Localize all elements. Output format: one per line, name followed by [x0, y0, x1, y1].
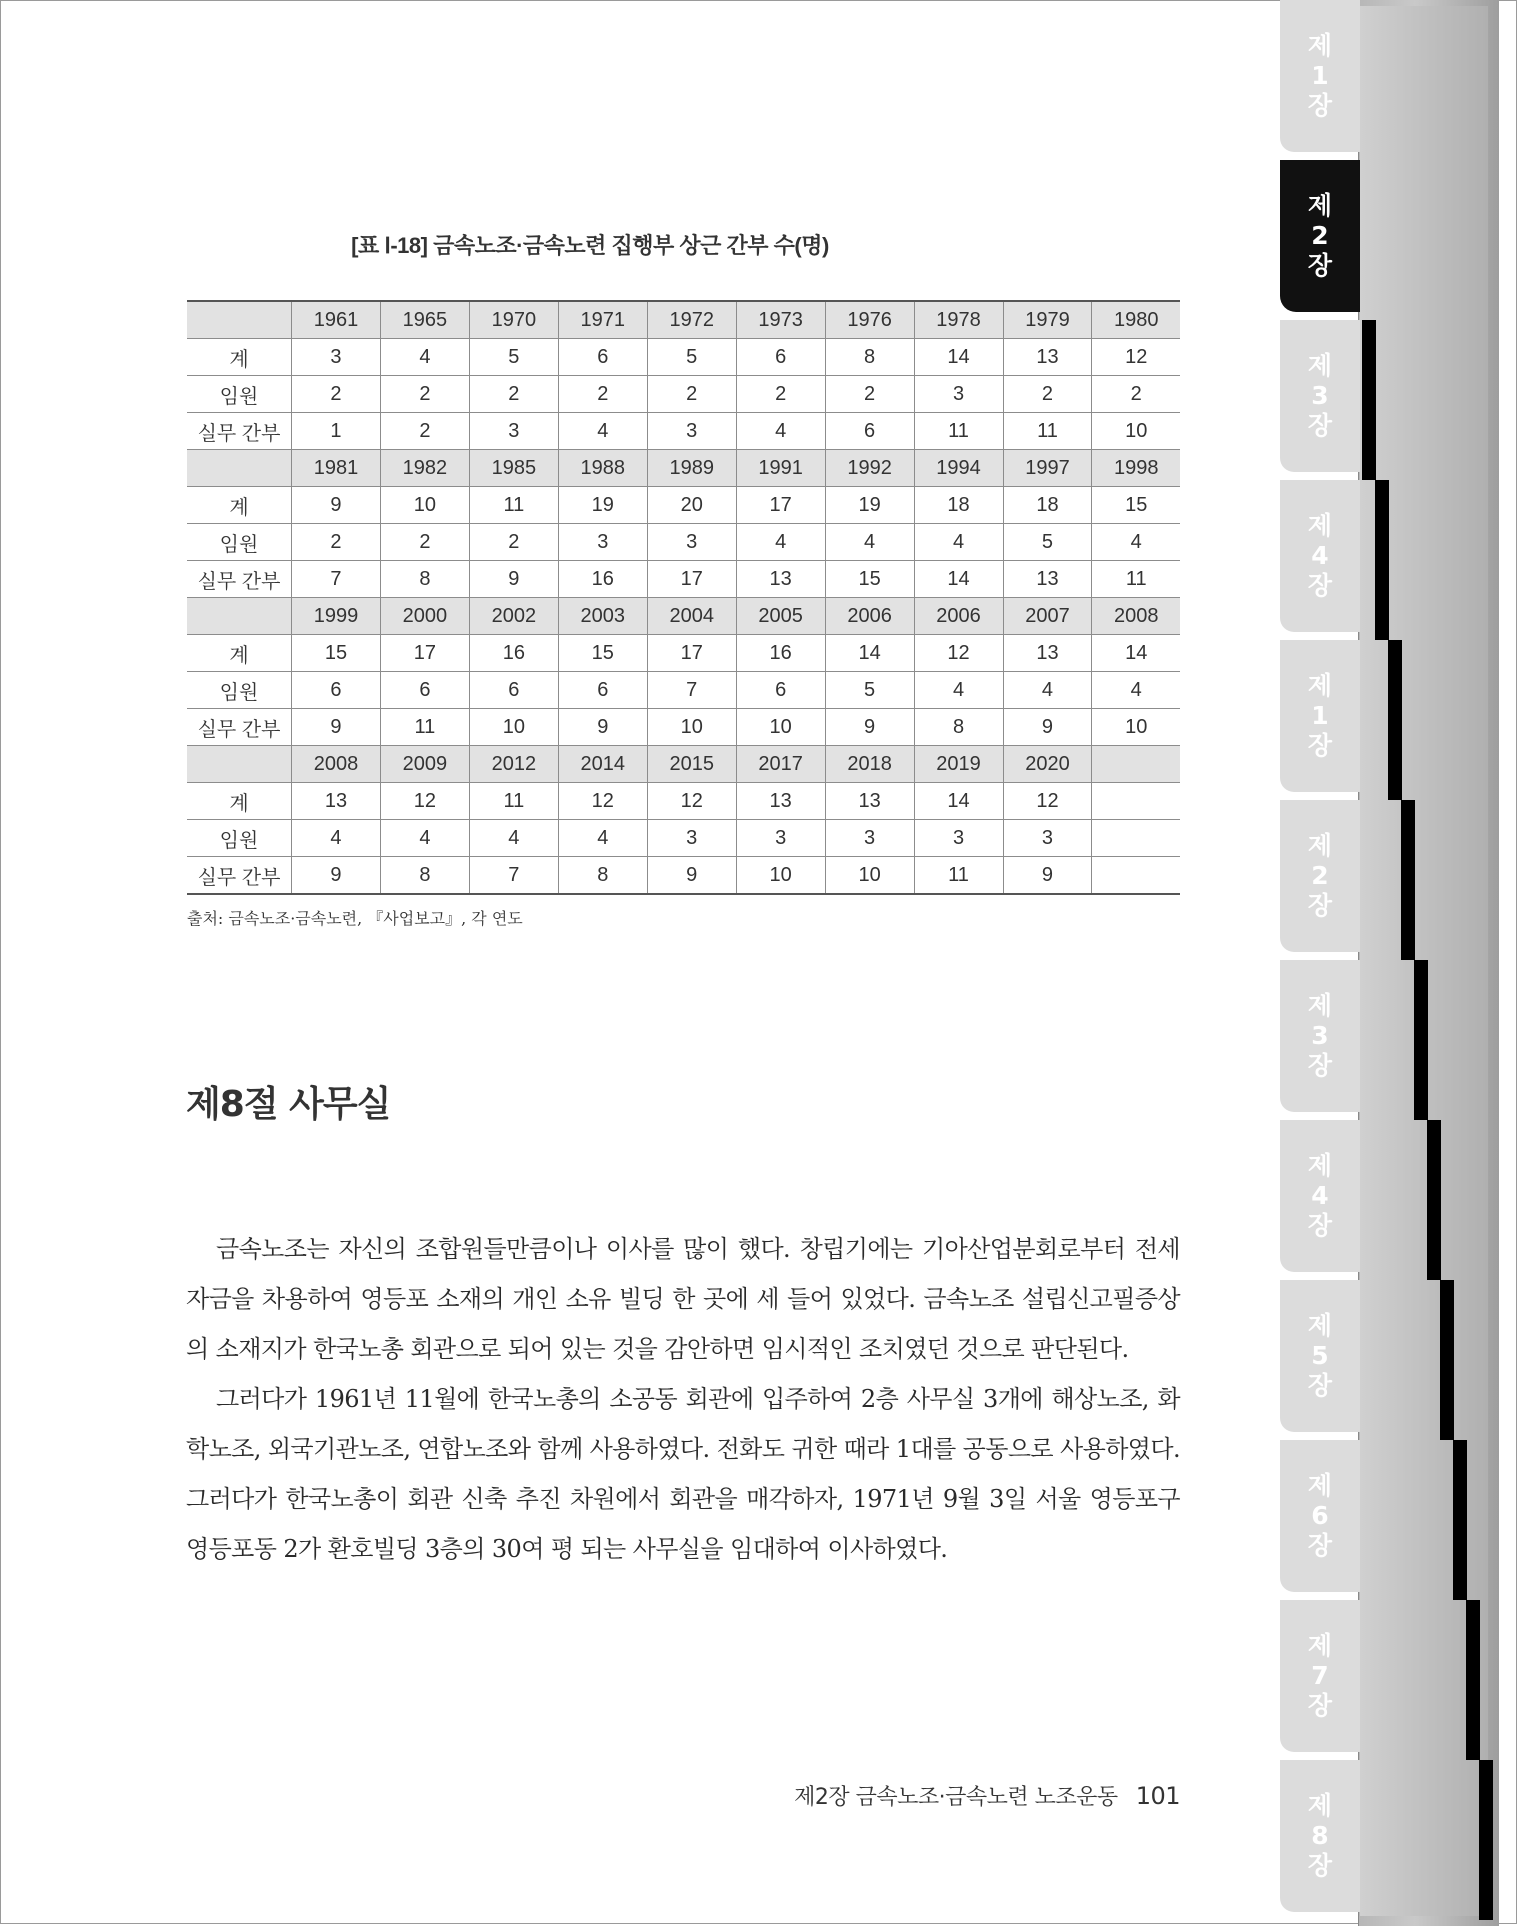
tab-label-char: 8 — [1311, 1821, 1329, 1850]
value-cell: 9 — [1003, 709, 1092, 746]
row-label-cell: 임원 — [187, 376, 292, 413]
row-label-cell: 실무 간부 — [187, 709, 292, 746]
year-header-cell: 1991 — [736, 450, 825, 487]
tab-edge-mark — [1401, 800, 1415, 960]
table-row — [187, 524, 1180, 561]
value-cell: 6 — [825, 413, 914, 450]
table-corner-cell — [187, 746, 292, 783]
row-label-cell: 임원 — [187, 672, 292, 709]
year-header-cell — [1092, 746, 1180, 783]
value-cell: 3 — [914, 820, 1003, 857]
value-cell: 12 — [558, 783, 647, 820]
row-label-cell: 계 — [187, 487, 292, 524]
value-cell: 15 — [1092, 487, 1180, 524]
year-header-cell: 1978 — [914, 301, 1003, 339]
value-cell: 2 — [736, 376, 825, 413]
tab-edge-mark — [1388, 640, 1402, 800]
tab-label-char: 장 — [1307, 1211, 1333, 1240]
tab-label-char: 제 — [1307, 1471, 1333, 1500]
tab-edge-mark — [1453, 1440, 1467, 1600]
year-header-cell: 1999 — [292, 598, 381, 635]
staff-count-table — [187, 300, 1180, 895]
year-header-cell: 1985 — [469, 450, 558, 487]
tab-label-char: 제 — [1307, 191, 1333, 220]
chapter-tab[interactable] — [1280, 320, 1360, 472]
tab-label-char: 제 — [1307, 991, 1333, 1020]
tab-label-char: 2 — [1311, 221, 1329, 250]
value-cell: 14 — [825, 635, 914, 672]
value-cell: 18 — [914, 487, 1003, 524]
row-label-cell: 임원 — [187, 820, 292, 857]
row-label-cell: 계 — [187, 339, 292, 376]
value-cell: 11 — [1092, 561, 1180, 598]
row-label-cell: 실무 간부 — [187, 413, 292, 450]
value-cell: 4 — [380, 339, 469, 376]
tab-label-char: 장 — [1307, 251, 1333, 280]
value-cell: 10 — [825, 857, 914, 895]
year-header-cell: 1961 — [292, 301, 381, 339]
year-header-cell: 2007 — [1003, 598, 1092, 635]
row-label-cell: 실무 간부 — [187, 857, 292, 895]
tab-label-char: 장 — [1307, 91, 1333, 120]
paragraph: 그러다가 1961년 11월에 한국노총의 소공동 회관에 입주하여 2층 사무실 3개에 해상노조, 화학노조, 외국기관노조, 연합노조와 함께 사용하였다. 전화도 귀한 때라 1대를 공동으로 사용하였다. 그러다가 한국노총이 회관 신축 추진 차원에서 회관을 매각하자, 1971년 9월 3일 서울 영등포구 영등포동 2가 환호빌딩 3층의 30여 평 되는 사무실을 임대하여 이사하였다. — [186, 1385, 1180, 1563]
year-header-cell: 1981 — [292, 450, 381, 487]
value-cell: 6 — [558, 339, 647, 376]
table-year-row — [187, 301, 1180, 339]
year-header-cell: 2002 — [469, 598, 558, 635]
tab-edge-mark — [1414, 960, 1428, 1120]
value-cell: 13 — [1003, 561, 1092, 598]
value-cell: 2 — [292, 524, 381, 561]
page-footer — [794, 1780, 1180, 1811]
tab-edge-mark — [1479, 1760, 1493, 1920]
value-cell: 9 — [292, 487, 381, 524]
chapter-tab[interactable] — [1280, 1280, 1360, 1432]
section-title: 제8절 사무실 — [186, 1084, 391, 1125]
value-cell: 10 — [380, 487, 469, 524]
tab-edge-mark — [1440, 1280, 1454, 1440]
value-cell: 8 — [825, 339, 914, 376]
value-cell: 6 — [380, 672, 469, 709]
value-cell: 5 — [1003, 524, 1092, 561]
value-cell: 9 — [292, 857, 381, 895]
value-cell: 5 — [647, 339, 736, 376]
page-number: 101 — [1135, 1782, 1180, 1810]
year-header-cell: 2017 — [736, 746, 825, 783]
tab-label-char: 제 — [1307, 1631, 1333, 1660]
value-cell: 13 — [1003, 635, 1092, 672]
value-cell: 11 — [380, 709, 469, 746]
row-label-cell: 계 — [187, 635, 292, 672]
value-cell: 13 — [825, 783, 914, 820]
year-header-cell: 1976 — [825, 301, 914, 339]
tab-label-char: 1 — [1311, 61, 1329, 90]
value-cell: 3 — [736, 820, 825, 857]
value-cell: 18 — [1003, 487, 1092, 524]
tab-label-char: 1 — [1311, 701, 1329, 730]
value-cell: 13 — [1003, 339, 1092, 376]
tab-label-char: 장 — [1307, 1531, 1333, 1560]
value-cell: 17 — [736, 487, 825, 524]
year-header-cell: 1970 — [469, 301, 558, 339]
row-label-cell: 임원 — [187, 524, 292, 561]
row-label-cell: 실무 간부 — [187, 561, 292, 598]
year-header-cell: 2000 — [380, 598, 469, 635]
table-row — [187, 413, 1180, 450]
value-cell: 6 — [292, 672, 381, 709]
tab-label-char: 장 — [1307, 411, 1333, 440]
value-cell: 16 — [558, 561, 647, 598]
chapter-tab[interactable] — [1280, 160, 1360, 312]
value-cell: 1 — [292, 413, 381, 450]
value-cell: 8 — [380, 561, 469, 598]
chapter-tabs — [1280, 0, 1362, 1926]
value-cell: 5 — [469, 339, 558, 376]
table-source: 출처: 금속노조·금속노련, 『사업보고』, 각 연도 — [187, 909, 523, 928]
value-cell: 15 — [825, 561, 914, 598]
year-header-cell: 1979 — [1003, 301, 1092, 339]
chapter-tab[interactable] — [1280, 1760, 1360, 1912]
value-cell: 2 — [469, 376, 558, 413]
value-cell: 6 — [469, 672, 558, 709]
value-cell: 10 — [469, 709, 558, 746]
value-cell: 14 — [914, 783, 1003, 820]
tab-label-char: 제 — [1307, 1311, 1333, 1340]
value-cell: 9 — [647, 857, 736, 895]
value-cell: 12 — [647, 783, 736, 820]
value-cell: 3 — [1003, 820, 1092, 857]
value-cell: 10 — [647, 709, 736, 746]
table-row — [187, 487, 1180, 524]
value-cell: 3 — [647, 820, 736, 857]
table-corner-cell — [187, 450, 292, 487]
value-cell: 6 — [736, 339, 825, 376]
value-cell: 17 — [647, 635, 736, 672]
year-header-cell: 1972 — [647, 301, 736, 339]
table-year-row — [187, 746, 1180, 783]
value-cell: 9 — [825, 709, 914, 746]
tab-label-char: 3 — [1311, 1021, 1329, 1050]
year-header-cell: 1998 — [1092, 450, 1180, 487]
value-cell: 4 — [1003, 672, 1092, 709]
value-cell: 7 — [292, 561, 381, 598]
value-cell: 15 — [558, 635, 647, 672]
value-cell: 2 — [1092, 376, 1180, 413]
value-cell: 16 — [469, 635, 558, 672]
value-cell: 13 — [736, 561, 825, 598]
table-row — [187, 376, 1180, 413]
tab-label-char: 장 — [1307, 891, 1333, 920]
chapter-tab[interactable] — [1280, 960, 1360, 1112]
value-cell: 15 — [292, 635, 381, 672]
year-header-cell: 2012 — [469, 746, 558, 783]
chapter-tab[interactable] — [1280, 800, 1360, 952]
tab-label-char: 장 — [1307, 1851, 1333, 1880]
value-cell: 5 — [825, 672, 914, 709]
chapter-tab[interactable] — [1280, 480, 1360, 632]
value-cell: 2 — [558, 376, 647, 413]
value-cell: 13 — [292, 783, 381, 820]
tab-label-char: 4 — [1311, 1181, 1329, 1210]
year-header-cell: 2008 — [292, 746, 381, 783]
value-cell: 17 — [647, 561, 736, 598]
table-row — [187, 635, 1180, 672]
year-header-cell: 2009 — [380, 746, 469, 783]
year-header-cell: 2020 — [1003, 746, 1092, 783]
value-cell: 8 — [558, 857, 647, 895]
table-row — [187, 561, 1180, 598]
value-cell: 3 — [469, 413, 558, 450]
year-header-cell: 2008 — [1092, 598, 1180, 635]
tab-edge-mark — [1362, 320, 1376, 480]
value-cell: 3 — [825, 820, 914, 857]
chapter-tab[interactable] — [1280, 0, 1360, 152]
table-row — [187, 672, 1180, 709]
tab-label-char: 제 — [1307, 31, 1333, 60]
value-cell: 4 — [914, 524, 1003, 561]
year-header-cell: 2018 — [825, 746, 914, 783]
value-cell: 11 — [914, 857, 1003, 895]
tab-label-char: 6 — [1311, 1501, 1329, 1530]
value-cell: 20 — [647, 487, 736, 524]
year-header-cell: 2006 — [914, 598, 1003, 635]
table-row — [187, 783, 1180, 820]
tab-label-char: 제 — [1307, 831, 1333, 860]
value-cell: 8 — [380, 857, 469, 895]
value-cell: 4 — [1092, 524, 1180, 561]
year-header-cell: 2019 — [914, 746, 1003, 783]
value-cell: 4 — [469, 820, 558, 857]
chapter-tab[interactable] — [1280, 1120, 1360, 1272]
value-cell: 2 — [1003, 376, 1092, 413]
value-cell: 6 — [558, 672, 647, 709]
value-cell: 14 — [914, 339, 1003, 376]
year-header-cell: 2015 — [647, 746, 736, 783]
value-cell: 9 — [1003, 857, 1092, 895]
value-cell: 14 — [1092, 635, 1180, 672]
running-chapter-title: 제2장 금속노조·금속노련 노조운동 — [794, 1785, 1118, 1810]
value-cell: 4 — [558, 413, 647, 450]
value-cell — [1092, 857, 1180, 895]
table-row — [187, 820, 1180, 857]
table-corner-cell — [187, 598, 292, 635]
year-header-cell: 1988 — [558, 450, 647, 487]
year-header-cell: 1980 — [1092, 301, 1180, 339]
value-cell: 3 — [647, 413, 736, 450]
tab-edge-mark — [1466, 1600, 1480, 1760]
chapter-tab[interactable] — [1280, 1600, 1360, 1752]
chapter-tab[interactable] — [1280, 640, 1360, 792]
value-cell: 4 — [825, 524, 914, 561]
body-text — [186, 1224, 1180, 1574]
table-row — [187, 709, 1180, 746]
value-cell: 10 — [736, 857, 825, 895]
tab-edge-mark — [1375, 480, 1389, 640]
tab-label-char: 제 — [1307, 1151, 1333, 1180]
table-row — [187, 339, 1180, 376]
value-cell: 19 — [558, 487, 647, 524]
tab-label-char: 장 — [1307, 1051, 1333, 1080]
tab-label-char: 제 — [1307, 1791, 1333, 1820]
value-cell: 12 — [1003, 783, 1092, 820]
year-header-cell: 1973 — [736, 301, 825, 339]
tab-label-char: 장 — [1307, 731, 1333, 760]
value-cell: 2 — [380, 376, 469, 413]
tab-label-char: 제 — [1307, 671, 1333, 700]
value-cell: 9 — [292, 709, 381, 746]
tab-label-char: 제 — [1307, 351, 1333, 380]
tab-label-char: 7 — [1311, 1661, 1329, 1690]
value-cell: 9 — [558, 709, 647, 746]
tab-label-char: 4 — [1311, 541, 1329, 570]
value-cell: 7 — [647, 672, 736, 709]
value-cell: 4 — [1092, 672, 1180, 709]
value-cell: 3 — [647, 524, 736, 561]
tab-edge-mark — [1427, 1120, 1441, 1280]
value-cell: 12 — [380, 783, 469, 820]
tab-label-char: 장 — [1307, 1371, 1333, 1400]
chapter-tab[interactable] — [1280, 1440, 1360, 1592]
value-cell: 2 — [825, 376, 914, 413]
year-header-cell: 2006 — [825, 598, 914, 635]
value-cell: 12 — [1092, 339, 1180, 376]
value-cell: 4 — [558, 820, 647, 857]
value-cell: 12 — [914, 635, 1003, 672]
year-header-cell: 1992 — [825, 450, 914, 487]
table-row — [187, 857, 1180, 895]
value-cell: 19 — [825, 487, 914, 524]
value-cell: 2 — [380, 413, 469, 450]
year-header-cell: 2014 — [558, 746, 647, 783]
value-cell: 11 — [469, 487, 558, 524]
year-header-cell: 2003 — [558, 598, 647, 635]
year-header-cell: 1989 — [647, 450, 736, 487]
value-cell — [1092, 820, 1180, 857]
value-cell: 2 — [292, 376, 381, 413]
value-cell: 4 — [914, 672, 1003, 709]
value-cell: 3 — [292, 339, 381, 376]
value-cell: 2 — [380, 524, 469, 561]
tab-label-char: 3 — [1311, 381, 1329, 410]
year-header-cell: 2005 — [736, 598, 825, 635]
value-cell: 2 — [647, 376, 736, 413]
year-header-cell: 2004 — [647, 598, 736, 635]
value-cell: 4 — [292, 820, 381, 857]
value-cell: 4 — [736, 524, 825, 561]
value-cell: 3 — [914, 376, 1003, 413]
table-year-row — [187, 450, 1180, 487]
value-cell: 11 — [914, 413, 1003, 450]
value-cell — [1092, 783, 1180, 820]
tab-label-char: 장 — [1307, 571, 1333, 600]
paragraph: 금속노조는 자신의 조합원들만큼이나 이사를 많이 했다. 창립기에는 기아산업분회로부터 전세 자금을 차용하여 영등포 소재의 개인 소유 빌딩 한 곳에 세 들어 있었다. 금속노조 설립신고필증상의 소재지가 한국노총 회관으로 되어 있는 것을 감안하면 임시적인 조치였던 것으로 판단된다. — [186, 1235, 1180, 1363]
tab-label-char: 2 — [1311, 861, 1329, 890]
value-cell: 11 — [1003, 413, 1092, 450]
value-cell: 10 — [1092, 709, 1180, 746]
value-cell: 9 — [469, 561, 558, 598]
row-label-cell: 계 — [187, 783, 292, 820]
value-cell: 7 — [469, 857, 558, 895]
value-cell: 4 — [380, 820, 469, 857]
table-corner-cell — [187, 301, 292, 339]
year-header-cell: 1971 — [558, 301, 647, 339]
value-cell: 6 — [736, 672, 825, 709]
tab-label-char: 제 — [1307, 511, 1333, 540]
table-year-row — [187, 598, 1180, 635]
value-cell: 8 — [914, 709, 1003, 746]
year-header-cell: 1994 — [914, 450, 1003, 487]
value-cell: 10 — [1092, 413, 1180, 450]
value-cell: 3 — [558, 524, 647, 561]
year-header-cell: 1965 — [380, 301, 469, 339]
tab-label-char: 5 — [1311, 1341, 1329, 1370]
value-cell: 4 — [736, 413, 825, 450]
value-cell: 16 — [736, 635, 825, 672]
year-header-cell: 1997 — [1003, 450, 1092, 487]
value-cell: 10 — [736, 709, 825, 746]
table-title: [표 Ⅰ-18] 금속노조·금속노련 집행부 상근 간부 수(명) — [351, 233, 829, 258]
value-cell: 11 — [469, 783, 558, 820]
year-header-cell: 1982 — [380, 450, 469, 487]
value-cell: 14 — [914, 561, 1003, 598]
value-cell: 17 — [380, 635, 469, 672]
tab-label-char: 장 — [1307, 1691, 1333, 1720]
value-cell: 13 — [736, 783, 825, 820]
value-cell: 2 — [469, 524, 558, 561]
